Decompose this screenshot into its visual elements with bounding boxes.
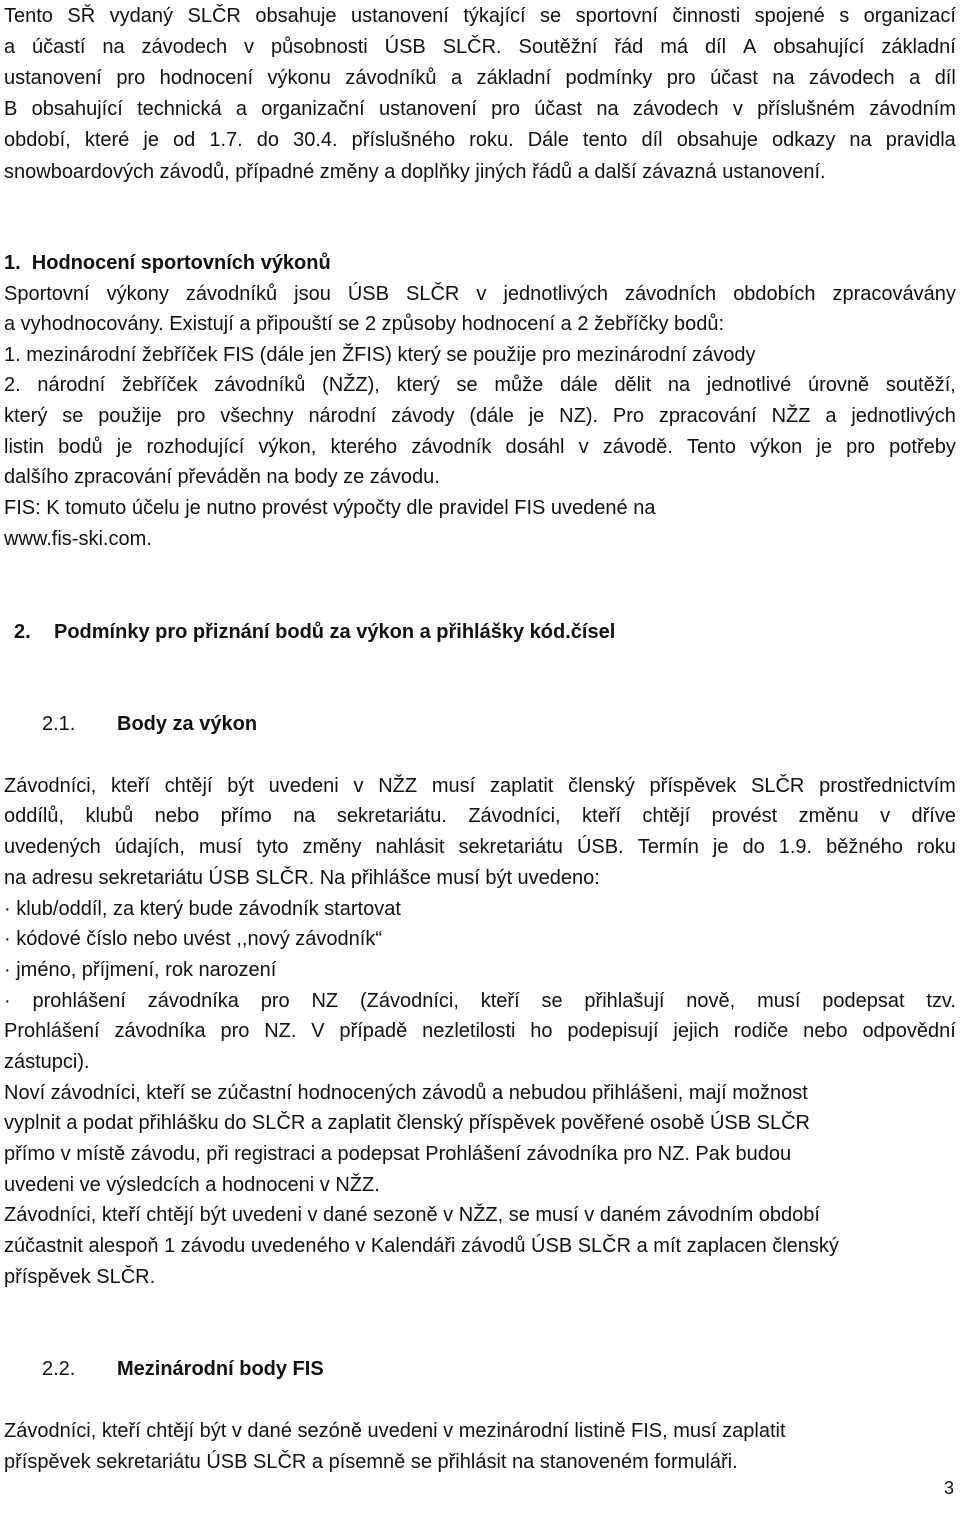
word: odkazy [771,129,836,151]
justified-text [4,125,956,155]
word: příspěvek [649,775,737,797]
word: potřeby [889,436,956,458]
word: 30.4. [293,129,338,151]
word: listin [4,436,45,458]
word: nezletilosti [422,1020,516,1042]
justified-text [4,63,956,93]
word: bodů [58,436,103,458]
word: se [456,374,478,396]
word: přímo [220,805,272,827]
word: pro [846,436,876,458]
word: podmínky [565,67,653,89]
text-line [4,801,956,831]
text-line [4,32,956,62]
word: na [849,129,872,151]
word: Tento [4,5,53,27]
word: sekretariátu [458,836,563,858]
word: spojené [754,5,825,27]
word: na [102,36,125,58]
word: výkonu [267,67,331,89]
word: se [62,405,84,427]
word: pro [116,67,146,89]
word: roku [916,836,956,858]
word: SLČR [187,5,241,27]
text-line [4,1,956,31]
word: NZ). [559,405,599,427]
word: být [227,775,254,797]
word: (dále [469,405,514,427]
word: závodníků [345,67,437,89]
word: má [660,36,689,58]
word: B [4,98,18,120]
word: kteří [480,990,520,1012]
word: Termín [637,836,699,858]
word: v [244,36,255,58]
section-heading: 1. Hodnocení sportovních výkonů [4,252,331,274]
word: díl [641,129,663,151]
word: uvedených [4,836,101,858]
text-line [4,63,956,93]
word: vydaný [109,5,174,27]
text-line: přímo v místě závodu, při registraci a podepsat Prohlášení závodníka pro NZ. Pak budou [4,1143,792,1165]
word: je [143,129,159,151]
word: týkající [463,5,526,27]
word: závodníků [185,283,278,305]
word: obsahující [31,98,123,120]
subsection-number: 2.2. [42,1358,76,1380]
word: SLČR. [442,36,502,58]
word: ustanovení [351,5,449,27]
word: národní [308,405,377,427]
word: s [839,5,850,27]
word: soutěží, [885,374,956,396]
word: díl [704,36,727,58]
word: a [451,67,463,89]
word: a [825,405,837,427]
word: organizační [261,98,365,120]
word: výkony [106,283,169,305]
word: 1.9. [778,836,813,858]
word: Závodníci, [468,805,561,827]
justified-text [4,986,956,1016]
text-line: FIS: K tomuto účelu je nutno provést výpočty dle pravidel FIS uvedené na [4,497,656,519]
word: žebříček [121,374,198,396]
word: kterého [330,436,398,458]
word: sekretariátu. [336,805,447,827]
text-line: zúčastnit alespoň 1 závodu uvedeného v Kalendáři závodů ÚSB SLČR a mít zaplacen členský [4,1235,839,1257]
word: nebo [154,805,200,827]
word: obsahující [773,36,865,58]
text-line [4,279,956,309]
word: (NŽZ), [322,374,380,396]
word: jejich [673,1020,719,1042]
word: výkon [750,436,803,458]
word: dělit [614,374,652,396]
subsection-heading [4,709,956,739]
section-title: Podmínky pro přiznání bodů za výkon a přihlášky kód.čísel [54,621,616,643]
word: pro [666,67,696,89]
word: v [476,283,487,305]
word: a [4,36,16,58]
word: Pro [612,405,645,427]
word: národní [37,374,106,396]
text-line: příspěvek sekretariátu ÚSB SLČR a písemně se přihlásit na stanoveném formuláři. [4,1451,738,1473]
text-line [4,94,956,124]
word: závodníka [147,990,239,1012]
word: na [293,805,316,827]
word: nově, [686,990,736,1012]
word: sportovní [575,5,658,27]
word: obsahuje [676,129,758,151]
word: do [742,836,765,858]
word: A [742,36,757,58]
word: závodech [632,98,719,120]
word: do [256,129,280,151]
word: jednotlivých [851,405,956,427]
justified-text [4,32,956,62]
page-number: 3 [943,1478,954,1498]
word: může [494,374,544,396]
word: které [84,129,130,151]
word: Závodníci, [4,775,97,797]
word: období, [4,129,71,151]
text-line [4,370,956,400]
word: zpracovávány [832,283,956,305]
word: je [116,436,133,458]
word: dále [559,374,598,396]
word: díl [934,67,956,89]
word: pravidla [885,129,956,151]
word: rodiče [733,1020,789,1042]
word: 1.7. [209,129,243,151]
word: tzv. [926,990,956,1012]
word: kteří [111,775,150,797]
text-line: Závodníci, kteří chtějí být uvedeni v dané sezoně v NŽZ, se musí v daném závodním období [4,1204,820,1226]
word: účast [534,98,583,120]
word: závodník [411,436,492,458]
word: působnosti [270,36,368,58]
word: klubů [85,805,134,827]
word: pro [220,1020,250,1042]
word: Sportovní [4,283,90,305]
word: tento [582,129,628,151]
text-line [4,432,956,462]
word: chtějí [164,775,213,797]
word: případě [339,1020,408,1042]
text-line: 1. mezinárodní žebříček FIS (dále jen ŽFIS) který se použije pro mezinárodní závody [4,344,756,366]
text-line: snowboardových závodů, případné změny a doplňky jiných řádů a další závazná ustanovení. [4,161,826,183]
text-line: na adresu sekretariátu ÚSB SLČR. Na přihlášce musí být uvedeno: [4,867,600,889]
word: organizací [863,5,956,27]
subsection-number: 2.1. [42,713,76,735]
word: roku. [469,129,514,151]
justified-text [4,1,956,31]
word: závodních [624,283,717,305]
word: dříve [911,805,956,827]
word: V [311,1020,325,1042]
word: prohlášení [32,990,126,1012]
section-number: 2. [14,621,31,643]
word: výkon, [258,436,317,458]
word: ho [530,1020,553,1042]
word: v [880,805,891,827]
word: účast [710,67,758,89]
word: závodech [141,36,228,58]
word: činnosti [672,5,741,27]
text-line [4,401,956,431]
word: úrovně [807,374,870,396]
word: závody [391,405,455,427]
word: uvedeni [268,775,339,797]
word: závodním [869,98,956,120]
word: pro [176,405,206,427]
word: běžného [826,836,903,858]
word: změnu [798,805,859,827]
word: příslušného [351,129,456,151]
word: Prohlášení [4,1020,100,1042]
word: použije [98,405,162,427]
word: závodech [809,67,895,89]
text-line [4,125,956,155]
word: · [4,990,11,1012]
word: Dále [527,129,569,151]
text-line: uvedeni ve výsledcích a hodnoceni v NŽZ. [4,1174,380,1196]
word: v [353,775,364,797]
word: (Závodníci, [359,990,459,1012]
word: základní [476,67,552,89]
word: chtějí [642,805,691,827]
word: který [4,405,48,427]
word: zaplatit [489,775,554,797]
link-text: www.fis-ski.com. [4,528,152,550]
word: SLČR [406,283,460,305]
word: ustanovení [4,67,102,89]
text-line: zástupci). [4,1051,90,1073]
word: závodě. [602,436,673,458]
word: a [235,98,247,120]
text-line: příspěvek SLČR. [4,1266,156,1288]
word: základní [881,36,956,58]
word: a [909,67,921,89]
justified-text [4,401,956,431]
word: SLČR [751,775,805,797]
justified-text [4,432,956,462]
word: ustanovení [378,98,477,120]
word: ÚSB. [576,836,624,858]
justified-text [4,801,956,831]
word: NŽZ [378,775,418,797]
section-2-heading [4,617,956,647]
word: v [732,98,743,120]
word: pro [491,98,520,120]
word: musí [757,990,801,1012]
word: nebo [803,1020,848,1042]
word: SŘ [67,5,96,27]
text-line: dalšího zpracování převáděn na body ze závodu. [4,466,440,488]
word: jsou [294,283,331,305]
word: NZ [311,990,339,1012]
word: pro [260,990,290,1012]
word: nahlásit [375,836,445,858]
word: kteří [582,805,621,827]
word: hodnocení [159,67,254,89]
word: Soutěžní [518,36,598,58]
subsection-heading [4,1354,956,1384]
justified-text [4,832,956,862]
word: oddílů, [4,805,65,827]
word: podepisují [567,1020,659,1042]
word: je [528,405,545,427]
word: podepsat [822,990,905,1012]
word: obdobích [733,283,816,305]
word: ÚSB [384,36,426,58]
word: řád [614,36,644,58]
justified-text [4,370,956,400]
word: údajích, [114,836,185,858]
word: na [667,374,691,396]
word: všechny [220,405,294,427]
word: který [396,374,440,396]
list-item: · klub/oddíl, za který bude závodník startovat [4,898,401,920]
list-item: · kódové číslo nebo uvést ,,nový závodník“ [4,928,382,950]
word: změny [302,836,362,858]
text-line [4,1016,956,1046]
word: obsahuje [255,5,337,27]
text-line: Závodníci, kteří chtějí být v dané sezóně uvedeni v mezinárodní listině FIS, musí zaplatit [4,1420,786,1442]
justified-text [4,771,956,801]
text-line: vyplnit a podat přihlášku do SLČR a zaplatit členský příspěvek pověřené osobě ÚSB SLČR [4,1112,810,1134]
word: na [596,98,619,120]
word: závodníků [214,374,306,396]
text-line: a vyhodnocovány. Existují a připouští se 2 způsoby hodnocení a 2 žebříčky bodů: [4,313,725,335]
list-item: · jméno, příjmení, rok narození [4,959,277,981]
word: provést [711,805,778,827]
word: 2. [4,374,21,396]
word: členský [568,775,635,797]
word: musí [198,836,243,858]
word: v [578,436,589,458]
word: příslušném [757,98,855,120]
subsection-title: Mezinárodní body FIS [117,1358,324,1380]
word: přihlašují [584,990,665,1012]
justified-text [4,94,956,124]
word: je [816,436,832,458]
word: technická [137,98,222,120]
word: musí [431,775,476,797]
text-line [4,771,956,801]
word: ÚSB [347,283,389,305]
word: účastí [32,36,86,58]
justified-text [4,279,956,309]
word: na [772,67,795,89]
justified-text [4,1016,956,1046]
word: zpracování [658,405,757,427]
word: se [540,5,562,27]
word: prostřednictvím [819,775,956,797]
word: se [541,990,563,1012]
word: dosáhl [505,436,565,458]
word: jednotlivých [503,283,608,305]
word: NŽZ [771,405,811,427]
text-line: Noví závodníci, kteří se zúčastní hodnocených závodů a nebudou přihlášeni, mají možnost [4,1082,808,1104]
word: rozhodující [146,436,245,458]
subsection-title: Body za výkon [117,713,258,735]
word: od [173,129,196,151]
word: jednotlivé [706,374,792,396]
word: odpovědní [862,1020,956,1042]
word: Tento [686,436,736,458]
list-item [4,986,956,1016]
word: závodníka [114,1020,206,1042]
word: NZ. [264,1020,297,1042]
word: tyto [256,836,289,858]
text-line [4,832,956,862]
word: je [712,836,729,858]
